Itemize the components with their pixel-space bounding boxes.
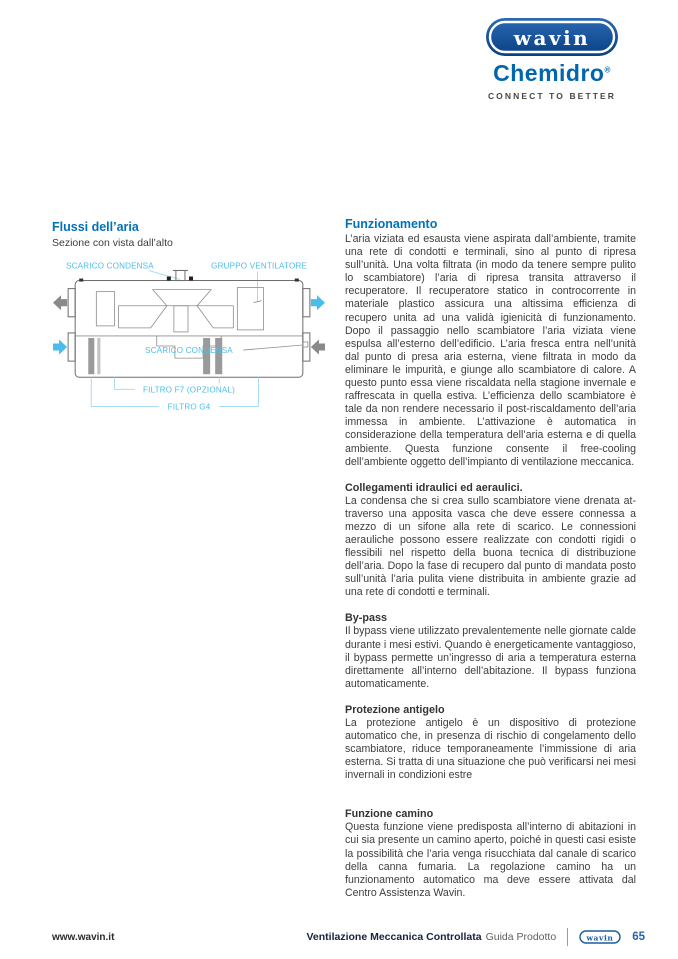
wavin-logo [485,17,619,57]
fastener [79,279,83,282]
unit-body [75,281,303,378]
doc-title [307,931,557,943]
registered-mark: ® [604,65,611,75]
wavin-footer-logo-text: wavin [586,933,614,943]
fastener [167,277,171,281]
fastener [189,277,193,281]
leader-line [149,270,180,279]
section-body: Il bypass viene utilizzato prevalentemente nelle giornate calde durante i mesi estivi. Quando è energeticamente vantaggioso, il bypass permette un’ingresso di aria a temperatura esterna direttamente all’interno dell’abitazione. Il bypass funziona automaticamente. [345,625,636,690]
chemidro-logo [481,62,623,85]
airflow-subtitle: Sezione con vista dall’alto [52,237,173,249]
chemidro-logo-text: Chemidro [493,60,605,86]
heat-exchanger-core [174,306,188,332]
section-body: Questa funzione viene predisposta all’interno di abitazioni in cui sia presente un camino aperto, poiché in questi casi esiste la possibilità che l’aria venga risucchiata dal canale di scarico della canna fumaria. La regolazione camino ha un funzionamento automatico ma deve essere attivata dal Centro Assistenza Wavin. [345,821,636,899]
brand-tagline: CONNECT TO BETTER [487,91,617,101]
leader-line [243,345,302,350]
content-column [345,217,636,913]
return-in-arrow-icon [311,339,325,354]
section-heading: Collegamenti idraulici ed aeraulici. [345,481,523,494]
fresh-in-arrow-icon [53,339,67,354]
label-filtro-g4: FILTRO G4 [167,402,211,412]
wavin-footer-logo [579,930,621,944]
label-filtro-f7: FILTRO F7 (OPZIONAL) [143,385,235,395]
footer-right-group [307,928,646,946]
internal-duct [96,292,114,326]
air-channel [118,306,166,328]
label-scarico-condensa-top: SCARICO CONDENSA [66,261,154,271]
fastener [295,279,299,282]
footer-divider [567,928,568,946]
air-channel [197,306,233,328]
filter-bar [203,338,210,374]
section-heading: By-pass [345,612,388,625]
section-funzione-camino [345,808,636,900]
section-collegamenti [345,482,636,600]
website-url: www.wavin.it [52,931,115,943]
exhaust-out-arrow-icon [53,295,67,310]
doc-subtitle: Guida Prodotto [485,931,557,943]
wavin-logo-text: wavin [513,26,591,50]
filter-bar [88,338,94,374]
heat-exchanger [153,290,211,306]
label-gruppo-ventilatore: GRUPPO VENTILATORE [211,261,308,271]
port [68,289,75,317]
section-body: L’aria viziata ed esausta viene aspirata dall’ambiente, tramite una rete di condotti e terminali, sino al punto di ripresa sull’unità. Una volta filtrata (in modo da tenere sempre pulito lo scambiatore) l’aria di ripresa transita attraverso il recuperatore. Il recuperatore statico in controcorrente in materiale plastico assicura una altissima efficienza di recupero unita ad una validà igienicità di funzionamento. Dopo il passaggio nello scambiatore l’aria viziata viene espulsa all’esterno dell’edificio. L’aria fresca entra nell’unità dal punto di presa aria esterna, viene filtrata in modo da eliminare le impurità, e giunge allo scambiatore di calore. A questo punto essa viene riscaldata nella stagione invernale e raffrescata in quella estiva. L’efficienza dello scambiatore è tale da non rendere necessario il post-riscaldamento dell’aria immessa in ambiente. L’attivazione è automatica in considerazione della temperatura dell’aria esterna e di quella ambiente. Questa funzione consente il free-cooling dell’ambiente oggetto dell’impianto di ventilazione meccanica. [345,233,636,468]
filter-bar [215,338,222,374]
port [68,333,75,361]
page-number: 65 [632,931,645,943]
doc-title-text: Ventilazione Meccanica Controllata [306,931,482,943]
page-footer [52,928,645,946]
section-heading: Funzionamento [345,217,438,231]
port [303,289,310,317]
section-protezione-antigelo [345,704,636,782]
section-by-pass [345,612,636,690]
section-heading: Funzione camino [345,808,434,821]
supply-out-arrow-icon [311,295,325,310]
section-funzionamento [345,217,636,469]
section-body: La condensa che si crea sullo scambiatore viene drenata at-traverso una apposita vasca che deve essere connessa a mezzo di un sifone alla rete di scarico. Le connessioni aerauliche possono essere realizzate con condotti rigidi o flessibili nel rispetto della buona tecnica di distribuzione dell’aria. Dopo la fase di recupero dal punto di mandata posto sull’unità l’aria pulita viene distribuita in ambiente grazie ad una rete di condotti e terminali. [345,494,636,599]
ventilation-unit-diagram [52,257,326,429]
fan-unit [237,288,263,330]
section-body: La protezione antigelo è un dispositivo di protezione automatico che, in presenza di rischio di congelamento dello scambiatore, riduce temporaneamente l’immissione di aria esterna. Si tratta di una situazione che può verificarsi nei mesi invernali in condizioni estre [345,716,636,782]
filter-bar [97,338,100,374]
section-heading: Protezione antigelo [345,703,445,716]
airflow-title: Flussi dell’aria [52,220,139,234]
label-scarico-condensa-mid: SCARICO CONDENSA [145,346,233,356]
airflow-section [52,220,326,429]
drain-fitting [303,342,308,347]
brand-block [481,17,623,101]
